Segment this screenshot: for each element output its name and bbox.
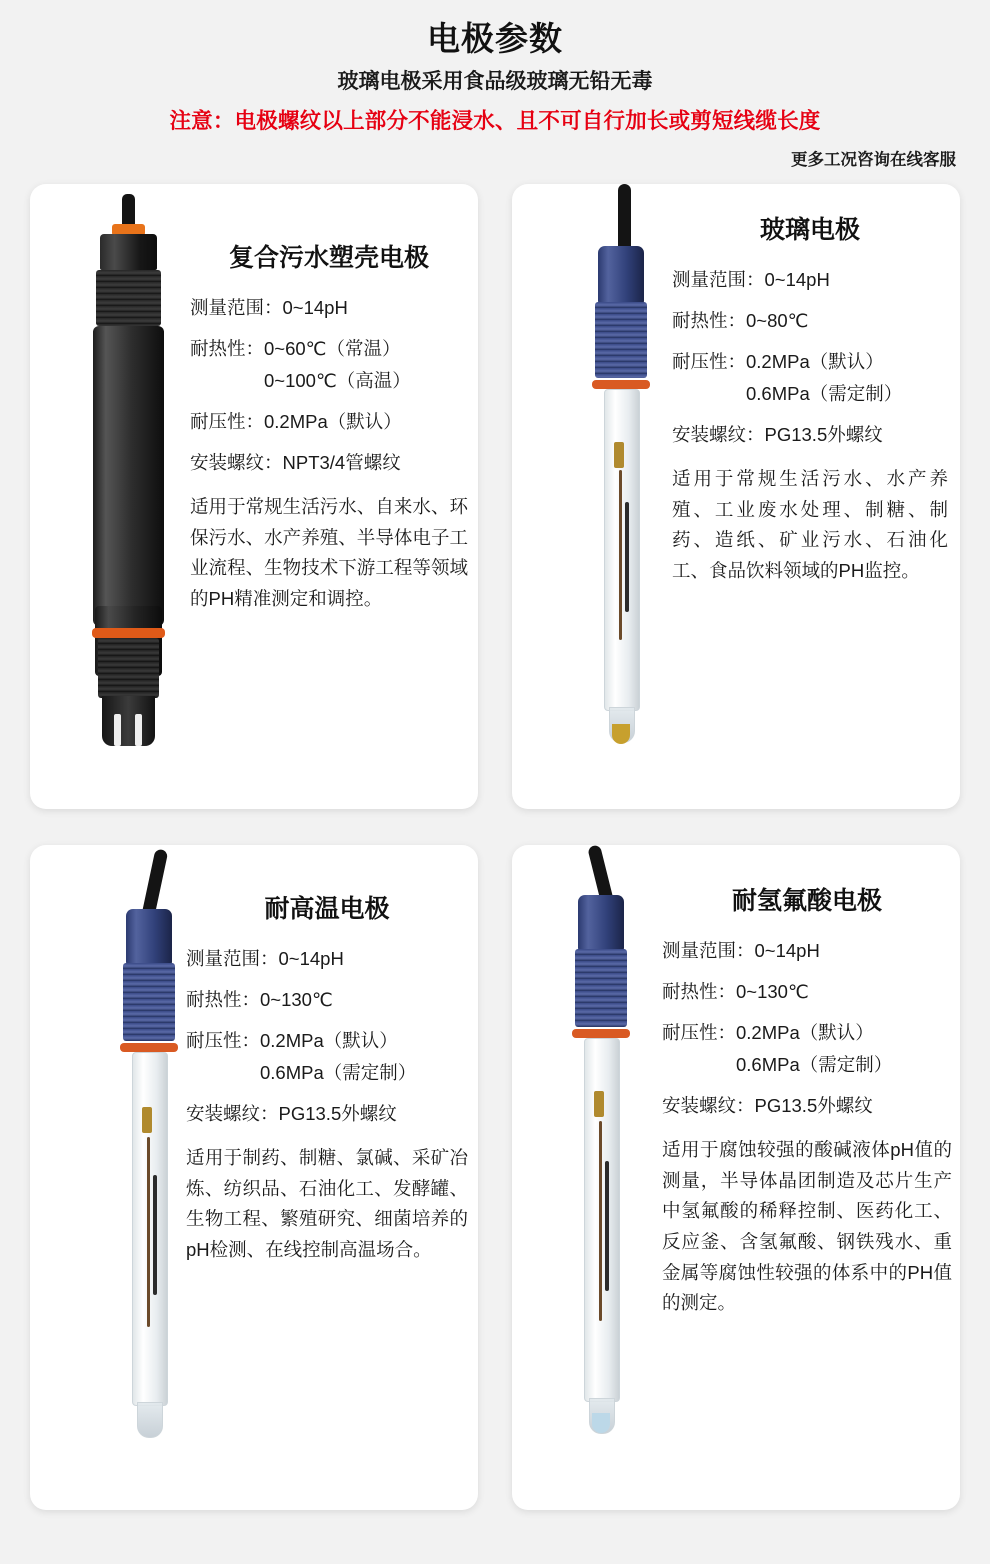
probe-thread-icon: [595, 302, 647, 378]
probe-inner-contact-icon: [594, 1091, 604, 1117]
probe-orange-ring-icon: [92, 628, 165, 638]
spec-heat-resistance-high: 0~100℃（高温）: [264, 369, 411, 391]
product-card-hydrofluoric-acid-resistant-electrode: [512, 845, 960, 1510]
probe-inner-contact-icon: [614, 442, 624, 468]
spec-heat-resistance: 耐热性：0~80℃: [672, 309, 809, 331]
spec-measure-range: 测量范围：0~14pH: [672, 268, 830, 290]
card-text-area: [190, 242, 468, 614]
probe-head-icon: [100, 234, 157, 270]
probe-lower-thread-icon: [98, 638, 159, 698]
spec-mounting-thread: 安装螺纹：NPT3/4管螺纹: [190, 451, 401, 473]
card-title: 复合污水塑壳电极: [228, 244, 429, 273]
product-card-glass-electrode: [512, 184, 960, 809]
spec-mounting-thread: 安装螺纹：PG13.5外螺纹: [662, 1094, 873, 1116]
spec-measure-range: 测量范围：0~14pH: [662, 939, 820, 961]
probe-tip-slot-icon: [135, 714, 142, 746]
card-description: 适用于腐蚀较强的酸碱液体pH值的测量，半导体晶团制造及芯片生产中氢氟酸的稀释控制、医药化工、反应釜、含氢氟酸、钢铁残水、重金属等腐蚀性较强的体系中的PH值的测定。: [662, 1138, 952, 1314]
card-title: 耐氢氟酸电极: [731, 887, 882, 916]
card-title: 玻璃电极: [759, 216, 860, 245]
card-text-area: [186, 893, 468, 1265]
spec-heat-resistance: 耐热性：0~130℃: [662, 980, 809, 1002]
probe-tip-icon: [102, 696, 155, 746]
spec-measure-range: 测量范围：0~14pH: [190, 296, 348, 318]
probe-image-high-temperature-electrode: [40, 845, 208, 1510]
spec-pressure-resistance: 耐压性：0.2MPa（默认）: [662, 1021, 874, 1043]
spec-heat-resistance: 耐热性：0~130℃: [186, 988, 333, 1010]
spec-pressure-resistance-custom: 0.6MPa（需定制）: [736, 1053, 893, 1075]
probe-thread-icon: [575, 949, 627, 1027]
probe-thread-icon: [96, 270, 161, 326]
spec-pressure-resistance-custom: 0.6MPa（需定制）: [260, 1061, 417, 1083]
card-description: 适用于常规生活污水、自来水、环保污水、水产养殖、半导体电子工业流程、生物技术下游工程等领域的PH精准测定和调控。: [190, 495, 468, 609]
probe-orange-ring-icon: [120, 1043, 178, 1052]
probe-inner-wire-icon: [147, 1137, 150, 1327]
probe-inner-element-icon: [153, 1175, 157, 1295]
spec-pressure-resistance-custom: 0.6MPa（需定制）: [746, 382, 903, 404]
probe-body-icon: [93, 326, 164, 626]
probe-orange-ring-icon: [592, 380, 650, 389]
probe-cap-icon: [598, 246, 644, 304]
spec-pressure-resistance: 耐压性：0.2MPa（默认）: [672, 350, 884, 372]
probe-inner-wire-icon: [599, 1121, 602, 1321]
page-title: 电极参数: [427, 20, 563, 57]
product-card-high-temperature-electrode: [30, 845, 478, 1510]
probe-cap-icon: [578, 895, 624, 951]
probe-orange-ring-icon: [572, 1029, 630, 1038]
page-subtitle: 玻璃电极采用食品级玻璃无铅无毒: [337, 70, 653, 94]
card-text-area: [672, 214, 948, 586]
warning-note: 注意：电极螺纹以上部分不能浸水、且不可自行加长或剪短线缆长度: [169, 108, 821, 133]
spec-heat-resistance: 耐热性：0~60℃（常温）: [190, 337, 401, 359]
spec-mounting-thread: 安装螺纹：PG13.5外螺纹: [672, 423, 883, 445]
page-header: [30, 0, 960, 170]
probe-image-hydrofluoric-acid-resistant-electrode: [518, 845, 686, 1510]
spec-mounting-thread: 安装螺纹：PG13.5外螺纹: [186, 1102, 397, 1124]
probe-tip-slot-icon: [114, 714, 121, 746]
probe-glass-body-icon: [604, 389, 640, 711]
card-text-area: [662, 885, 952, 1319]
card-description: 适用于制药、制糖、氯碱、采矿冶炼、纺织品、石油化工、发酵罐、生物工程、繁殖研究、细菌培养的pH检测、在线控制高温场合。: [186, 1146, 468, 1260]
probe-image-glass-electrode: [526, 184, 694, 809]
spec-pressure-resistance: 耐压性：0.2MPa（默认）: [186, 1029, 398, 1051]
probe-inner-contact-icon: [142, 1107, 152, 1133]
probe-tip-icon: [137, 1402, 163, 1438]
service-note: 更多工况咨询在线客服: [791, 151, 956, 170]
card-description: 适用于常规生活污水、水产养殖、工业废水处理、制糖、制药、造纸、矿业污水、石油化工、食品饮料领域的PH监控。: [672, 467, 948, 581]
probe-inner-element-icon: [625, 502, 629, 612]
product-card-grid: [30, 184, 960, 1510]
spec-measure-range: 测量范围：0~14pH: [186, 947, 344, 969]
card-title: 耐高温电极: [264, 895, 390, 924]
probe-inner-wire-icon: [619, 470, 622, 640]
spec-pressure-resistance: 耐压性：0.2MPa（默认）: [190, 410, 402, 432]
probe-cap-icon: [126, 909, 172, 965]
product-card-composite-sewage-plastic-electrode: [30, 184, 478, 809]
probe-inner-element-icon: [605, 1161, 609, 1291]
probe-image-composite-sewage-plastic-electrode: [36, 184, 204, 809]
probe-thread-icon: [123, 963, 175, 1041]
probe-glass-body-icon: [132, 1052, 168, 1406]
